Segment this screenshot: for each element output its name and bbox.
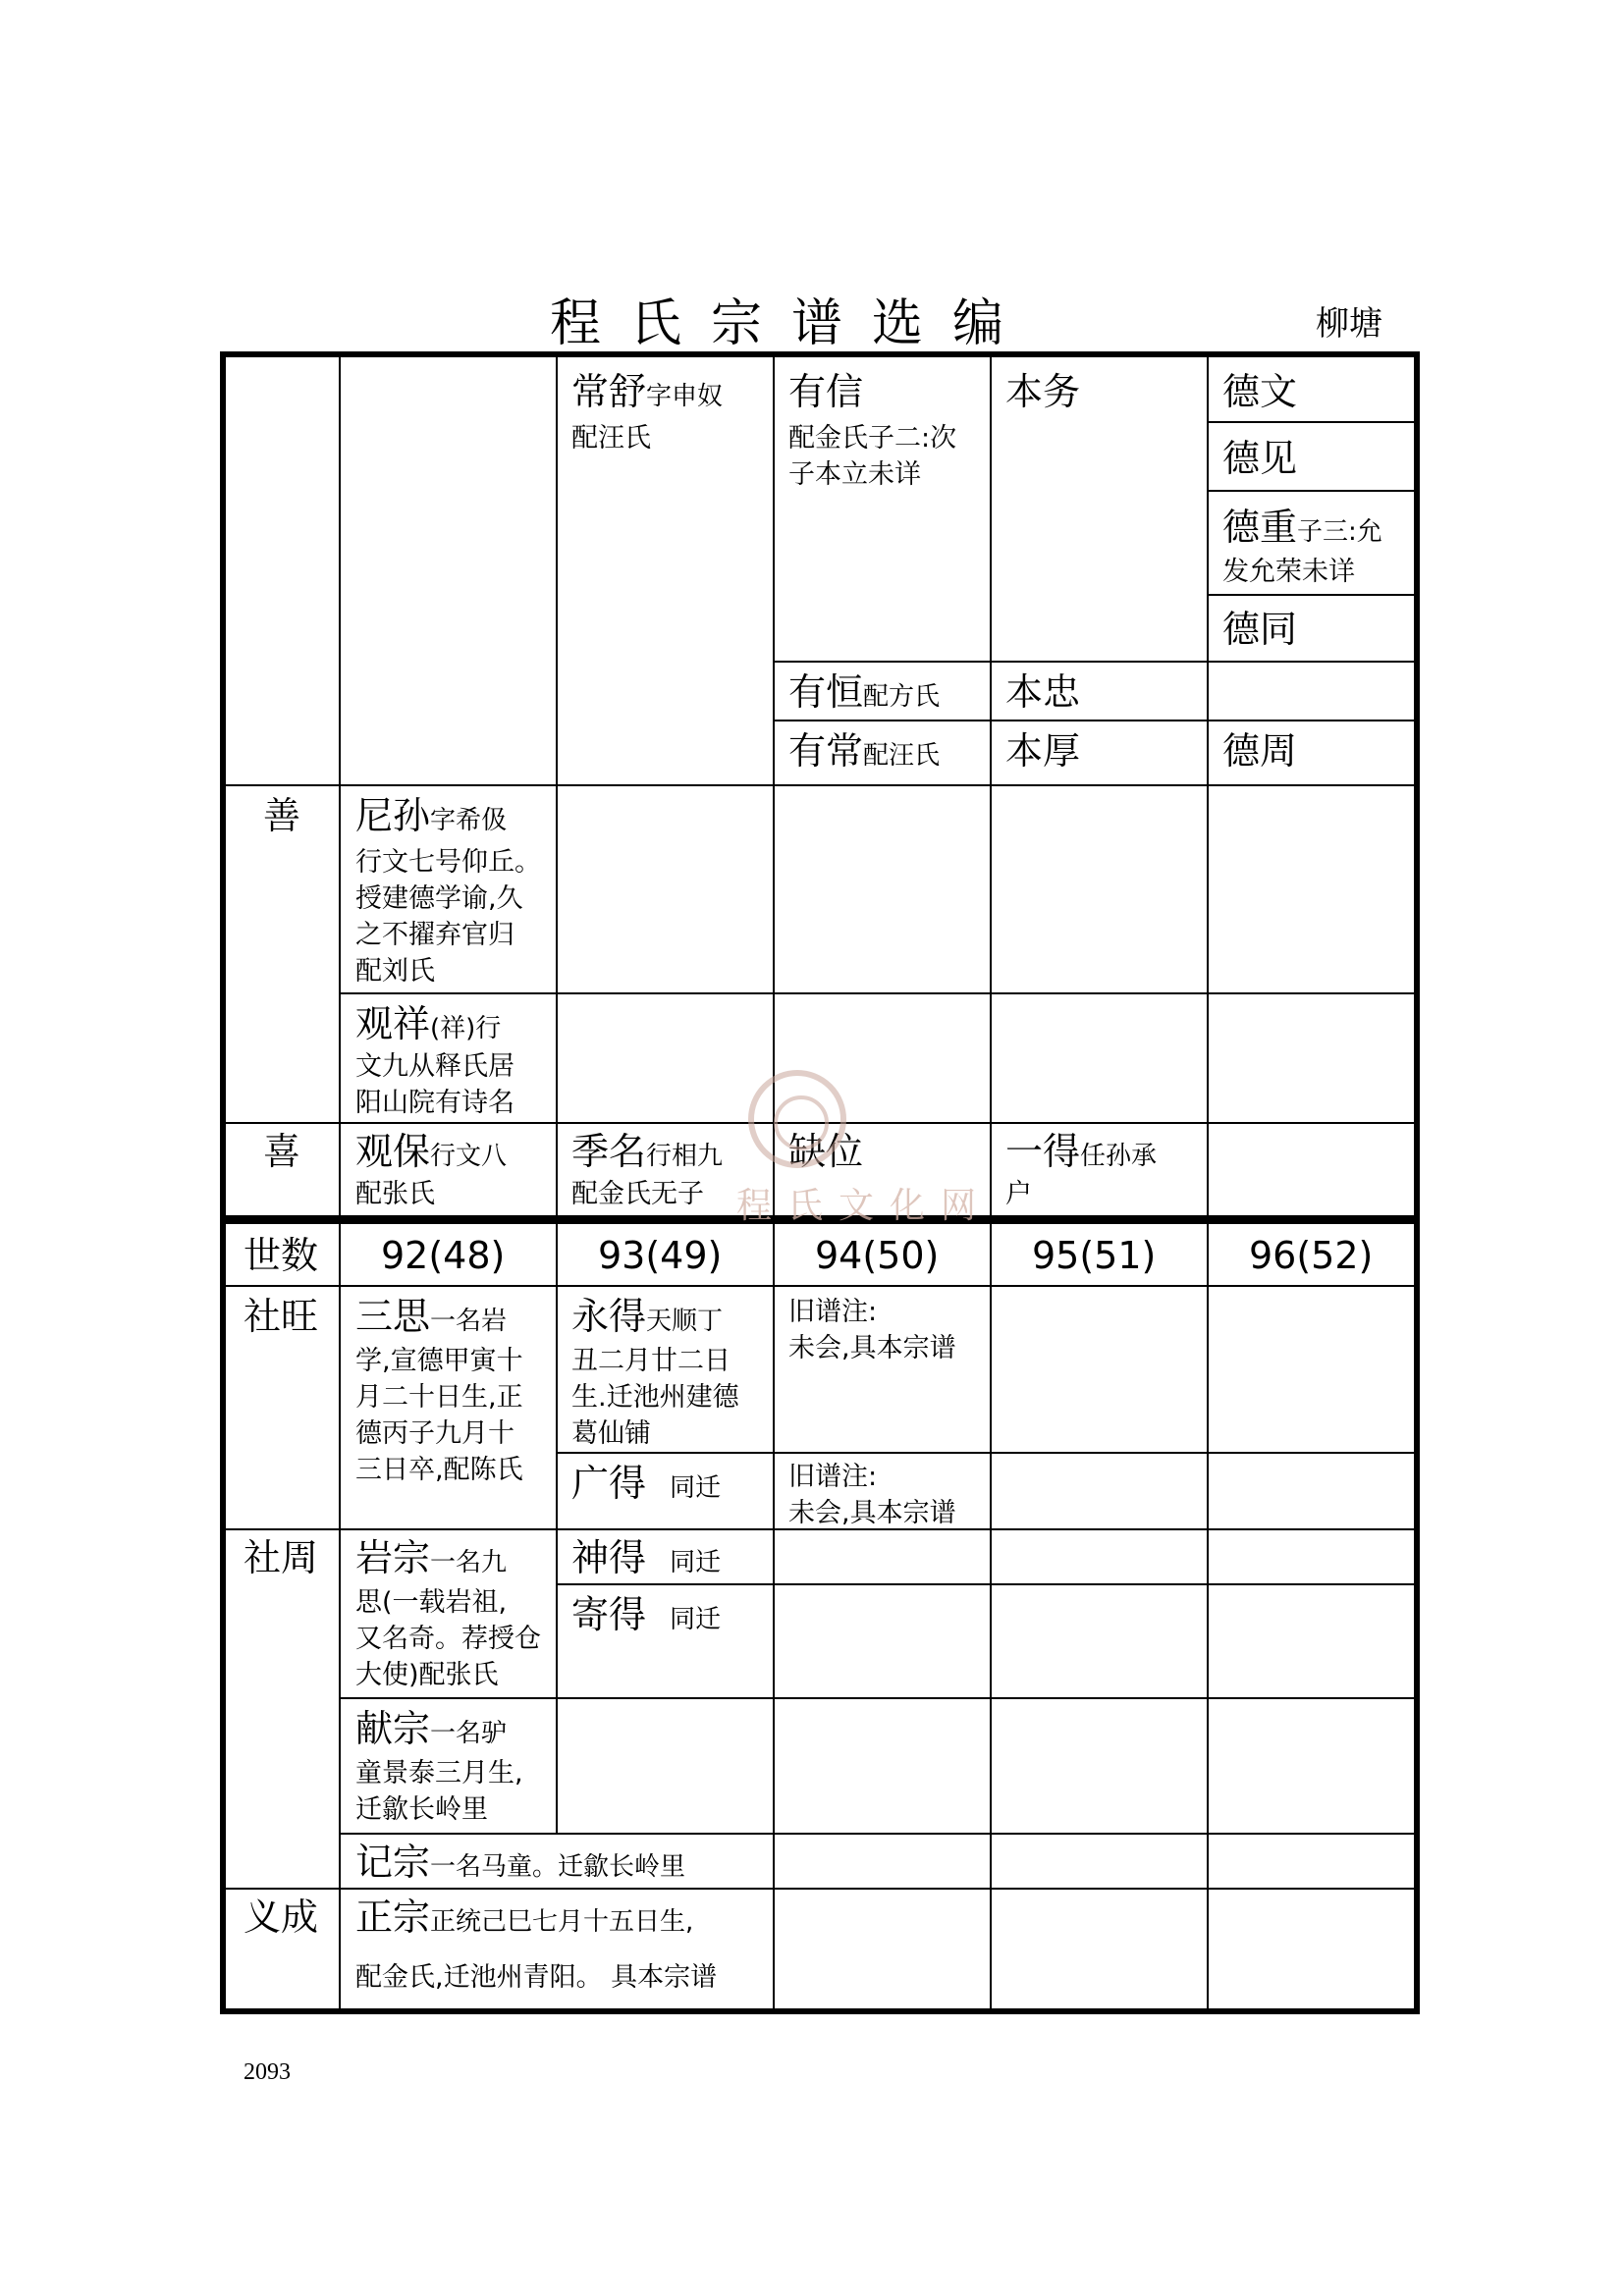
entry-youxin-line3: 子本立未详	[788, 459, 921, 490]
entry-guanbao-line2: 配张氏	[355, 1179, 435, 1209]
generation-96: 96(52)	[1249, 1234, 1374, 1277]
person-note: 一名九	[430, 1548, 508, 1577]
person-name: 广得	[571, 1462, 647, 1505]
entry-dezhou: 德周	[1222, 729, 1298, 773]
old-record-note-text: 未会,具本宗谱	[788, 1498, 956, 1528]
person-note: 一名岩	[430, 1307, 508, 1336]
entry-detong: 德同	[1222, 608, 1298, 651]
person-note: 配汪氏	[863, 741, 941, 771]
entry-jiming	[571, 1129, 723, 1175]
entry-guanbao	[355, 1129, 507, 1175]
entry-youxin: 有信	[788, 370, 864, 413]
entry-changshu-line2: 配汪氏	[571, 423, 651, 454]
entry-nisun-line: 配刘氏	[355, 956, 435, 987]
entry-guangde	[571, 1461, 721, 1507]
old-record-note-text: 未会,具本宗谱	[788, 1333, 956, 1363]
entry-jizong	[355, 1840, 685, 1886]
entry-shende	[571, 1535, 721, 1581]
entry-dejian: 德见	[1222, 437, 1298, 480]
entry-yanzong-line: 大使)配张氏	[355, 1660, 499, 1690]
branch-yicheng: 义成	[244, 1896, 319, 1939]
generation-94: 94(50)	[815, 1234, 940, 1277]
entry-benwu: 本务	[1005, 370, 1081, 413]
entry-dezhong-line2: 发允荣未详	[1222, 557, 1355, 587]
person-name: 正宗	[355, 1896, 431, 1939]
person-name: 季名	[571, 1130, 647, 1173]
person-name: 德重	[1222, 506, 1298, 549]
entry-nisun-line: 行文七号仰丘。	[355, 847, 541, 878]
generation-95: 95(51)	[1032, 1234, 1157, 1277]
entry-xianzong	[355, 1706, 507, 1752]
branch-shezhou: 社周	[244, 1536, 319, 1579]
person-note: 同迁	[670, 1473, 722, 1503]
generation-label: 世数	[244, 1234, 319, 1277]
entry-nisun	[355, 793, 507, 839]
person-name: 观保	[355, 1130, 431, 1173]
person-note: 行相九	[646, 1142, 724, 1171]
person-name: 常舒	[571, 370, 647, 413]
entry-yongde-line: 葛仙铺	[571, 1418, 651, 1449]
person-name: 寄得	[571, 1593, 647, 1636]
person-note: 同迁	[670, 1605, 722, 1634]
watermark-text: 程氏文化网	[736, 1186, 993, 1226]
person-note: (祥)行	[430, 1014, 502, 1043]
entry-yide-line2: 户	[1005, 1179, 1032, 1209]
entry-guanxiang	[355, 1001, 501, 1047]
person-note: 行文八	[430, 1142, 508, 1171]
person-note: 一名马童。迁歙长岭里	[430, 1852, 686, 1882]
person-note: 子三:允	[1297, 517, 1382, 547]
person-name: 有恒	[788, 670, 864, 714]
person-note: 任孙承	[1080, 1142, 1158, 1171]
branch-location: 柳塘	[1316, 304, 1382, 344]
entry-yongde-line: 生.迁池州建德	[571, 1382, 739, 1413]
person-name: 献宗	[355, 1707, 431, 1750]
person-name: 永得	[571, 1295, 647, 1338]
entry-xianzong-line: 童景泰三月生,	[355, 1758, 523, 1789]
seal-stamp-icon	[748, 1070, 846, 1168]
entry-yanzong	[355, 1535, 507, 1581]
entry-sansi-line: 三日卒,配陈氏	[355, 1455, 523, 1485]
page-title: 程氏宗谱选编	[550, 294, 1034, 353]
person-name: 尼孙	[355, 794, 431, 837]
branch-xi: 喜	[263, 1130, 301, 1173]
entry-sansi-line: 学,宣德甲寅十	[355, 1346, 523, 1376]
person-name: 岩宗	[355, 1536, 431, 1579]
entry-zhengzong	[355, 1895, 693, 1941]
entry-jiming-line2: 配金氏无子	[571, 1179, 704, 1209]
entry-sansi	[355, 1294, 507, 1340]
generation-93: 93(49)	[598, 1234, 723, 1277]
entry-youchang	[788, 728, 940, 774]
entry-sansi-line: 德丙子九月十	[355, 1418, 514, 1449]
person-note: 一名驴	[430, 1719, 508, 1748]
person-note: 字申奴	[646, 382, 724, 411]
person-note: 字希伋	[430, 806, 508, 835]
entry-yongde-line: 丑二月廿二日	[571, 1346, 731, 1376]
person-note: 同迁	[670, 1548, 722, 1577]
person-name: 观祥	[355, 1002, 431, 1045]
entry-guanxiang-line: 文九从释氏居	[355, 1051, 514, 1082]
entry-jide	[571, 1592, 721, 1638]
entry-yongde	[571, 1294, 723, 1340]
person-name: 三思	[355, 1295, 431, 1338]
page-number: 2093	[244, 2059, 291, 2085]
entry-dewen: 德文	[1222, 370, 1298, 413]
person-note: 天顺丁	[646, 1307, 724, 1336]
entry-dezhong	[1222, 505, 1382, 551]
entry-sansi-line: 月二十日生,正	[355, 1382, 523, 1413]
entry-xianzong-line: 迁歙长岭里	[355, 1794, 488, 1825]
entry-yanzong-line: 思(一载岩祖,	[355, 1587, 508, 1618]
entry-benzhong: 本忠	[1005, 670, 1081, 714]
old-record-note-label: 旧谱注:	[788, 1297, 878, 1327]
person-note: 配方氏	[863, 682, 941, 712]
person-name: 有常	[788, 729, 864, 773]
generation-92: 92(48)	[381, 1234, 506, 1277]
entry-yanzong-line: 又名奇。荐授仓	[355, 1624, 541, 1654]
entry-zhengzong-line2: 配金氏,迁池州青阳。 具本宗谱	[355, 1962, 718, 1993]
entry-yide	[1005, 1129, 1157, 1175]
entry-changshu	[571, 369, 723, 415]
entry-nisun-line: 授建德学谕,久	[355, 883, 523, 914]
person-name: 一得	[1005, 1130, 1081, 1173]
person-note: 正统己巳七月十五日生,	[430, 1907, 694, 1937]
branch-shewang: 社旺	[244, 1295, 319, 1338]
old-record-note-label: 旧谱注:	[788, 1462, 878, 1492]
entry-benhou: 本厚	[1005, 729, 1081, 773]
person-name: 神得	[571, 1536, 647, 1579]
entry-youheng	[788, 669, 940, 716]
person-name: 记宗	[355, 1841, 431, 1884]
entry-nisun-line: 之不擢弃官归	[355, 920, 514, 950]
entry-guanxiang-line: 阳山院有诗名	[355, 1088, 514, 1118]
branch-shan: 善	[263, 794, 301, 837]
entry-youxin-line2: 配金氏子二:次	[788, 423, 957, 454]
entry-vacant: 缺位	[788, 1130, 864, 1173]
